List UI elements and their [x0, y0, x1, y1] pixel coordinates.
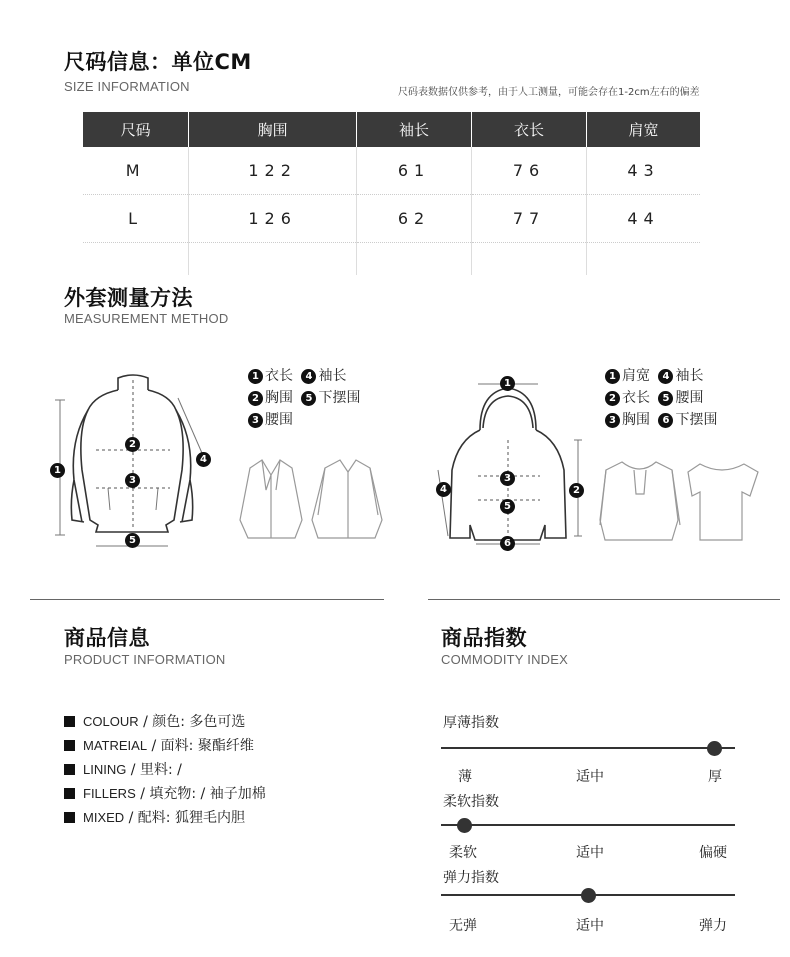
scale-label-low: 薄 — [458, 769, 472, 785]
header-chest: 胸围 — [189, 112, 357, 147]
cell: 122 — [189, 147, 357, 195]
cell: 61 — [356, 147, 471, 195]
cell: L — [83, 195, 189, 243]
list-item — [64, 758, 394, 782]
marker-2: 2 — [125, 434, 142, 453]
header-sleeve: 袖长 — [356, 112, 471, 147]
scale-label-high: 弹力 — [699, 918, 727, 934]
softness-index-bar — [441, 824, 735, 826]
item-en: FILLERS — [83, 786, 136, 801]
item-zh: / 颜色: 多色可选 — [138, 714, 246, 730]
cell: 126 — [189, 195, 357, 243]
item-en: COLOUR — [83, 714, 139, 729]
size-info-title: 尺码信息：单位CM — [64, 50, 252, 74]
legend-label: 下摆围 — [318, 390, 361, 406]
measure-subtitle: MEASUREMENT METHOD — [64, 311, 229, 326]
header-length: 衣长 — [472, 112, 587, 147]
legend-label: 胸围 — [622, 412, 650, 428]
marker-1: 1 — [50, 460, 67, 479]
legend-label: 腰围 — [265, 412, 293, 428]
scale-label-mid: 适中 — [576, 845, 604, 861]
list-item — [64, 806, 394, 830]
marker-5: 5 — [500, 496, 517, 515]
list-item — [64, 734, 394, 758]
scale-label-high: 偏硬 — [699, 845, 727, 861]
list-item — [64, 710, 394, 734]
commodity-index-title: 商品指数 — [441, 626, 527, 650]
hoodie-legend: 1 肩宽 4 袖长 2 衣长 5 腰围 3 胸围 6 下摆围 — [605, 365, 755, 431]
list-item — [64, 782, 394, 806]
measure-title: 外套测量方法 — [64, 286, 193, 310]
item-en: MIXED — [83, 810, 125, 825]
marker-4: 4 — [196, 449, 213, 468]
size-info-subtitle: SIZE INFORMATION — [64, 79, 190, 94]
item-zh: / 配料: 狐狸毛内胆 — [124, 810, 245, 826]
commodity-index-subtitle: COMMODITY INDEX — [441, 652, 568, 667]
marker-3: 3 — [125, 470, 142, 489]
marker-4: 4 — [436, 479, 453, 498]
scale-label-mid: 适中 — [576, 918, 604, 934]
product-info-title: 商品信息 — [64, 626, 150, 650]
legend-label: 腰围 — [675, 390, 704, 406]
header-shoulder: 肩宽 — [587, 112, 700, 147]
item-zh: / 填充物: / 袖子加棉 — [135, 786, 266, 802]
cell: 62 — [356, 195, 471, 243]
item-zh: / 里料: / — [126, 762, 182, 778]
jacket-legend: 1 衣长 4 袖长 2 胸围 5 下摆围 3 腰围 — [248, 365, 388, 431]
cell: 77 — [472, 195, 587, 243]
cell: 43 — [587, 147, 700, 195]
cell: 44 — [587, 195, 700, 243]
scale-label-low: 柔软 — [449, 845, 477, 861]
elasticity-index-marker — [581, 888, 596, 903]
item-zh: / 面料: 聚酯纤维 — [147, 738, 254, 754]
softness-index-marker — [457, 818, 472, 833]
legend-label: 袖长 — [318, 368, 347, 384]
item-en: MATREIAL — [83, 738, 148, 753]
marker-1: 1 — [500, 373, 517, 392]
legend-label: 下摆围 — [675, 412, 718, 428]
thickness-index-marker — [707, 741, 722, 756]
marker-2: 2 — [569, 480, 586, 499]
thickness-index-title: 厚薄指数 — [443, 715, 499, 731]
scale-label-low: 无弹 — [449, 918, 477, 934]
legend-label: 肩宽 — [622, 368, 650, 384]
item-en: LINING — [83, 762, 127, 777]
marker-5: 5 — [125, 530, 142, 549]
scale-label-high: 厚 — [708, 769, 722, 785]
legend-label: 衣长 — [622, 390, 650, 406]
elasticity-index-title: 弹力指数 — [443, 870, 499, 886]
marker-6: 6 — [500, 533, 517, 552]
product-info-subtitle: PRODUCT INFORMATION — [64, 652, 226, 667]
product-info-list — [64, 710, 394, 830]
softness-index-title: 柔软指数 — [443, 794, 499, 810]
legend-label: 袖长 — [675, 368, 704, 384]
marker-3: 3 — [500, 468, 517, 487]
cell: 76 — [472, 147, 587, 195]
cell: M — [83, 147, 189, 195]
legend-label: 衣长 — [265, 368, 293, 384]
divider — [30, 599, 384, 600]
thickness-index-bar — [441, 747, 735, 749]
divider — [428, 599, 780, 600]
scale-label-mid: 适中 — [576, 769, 604, 785]
header-size: 尺码 — [83, 112, 189, 147]
size-info-note: 尺码表数据仅供参考，由于人工测量，可能会存在1-2cm左右的偏差 — [398, 87, 700, 98]
legend-label: 胸围 — [265, 390, 293, 406]
